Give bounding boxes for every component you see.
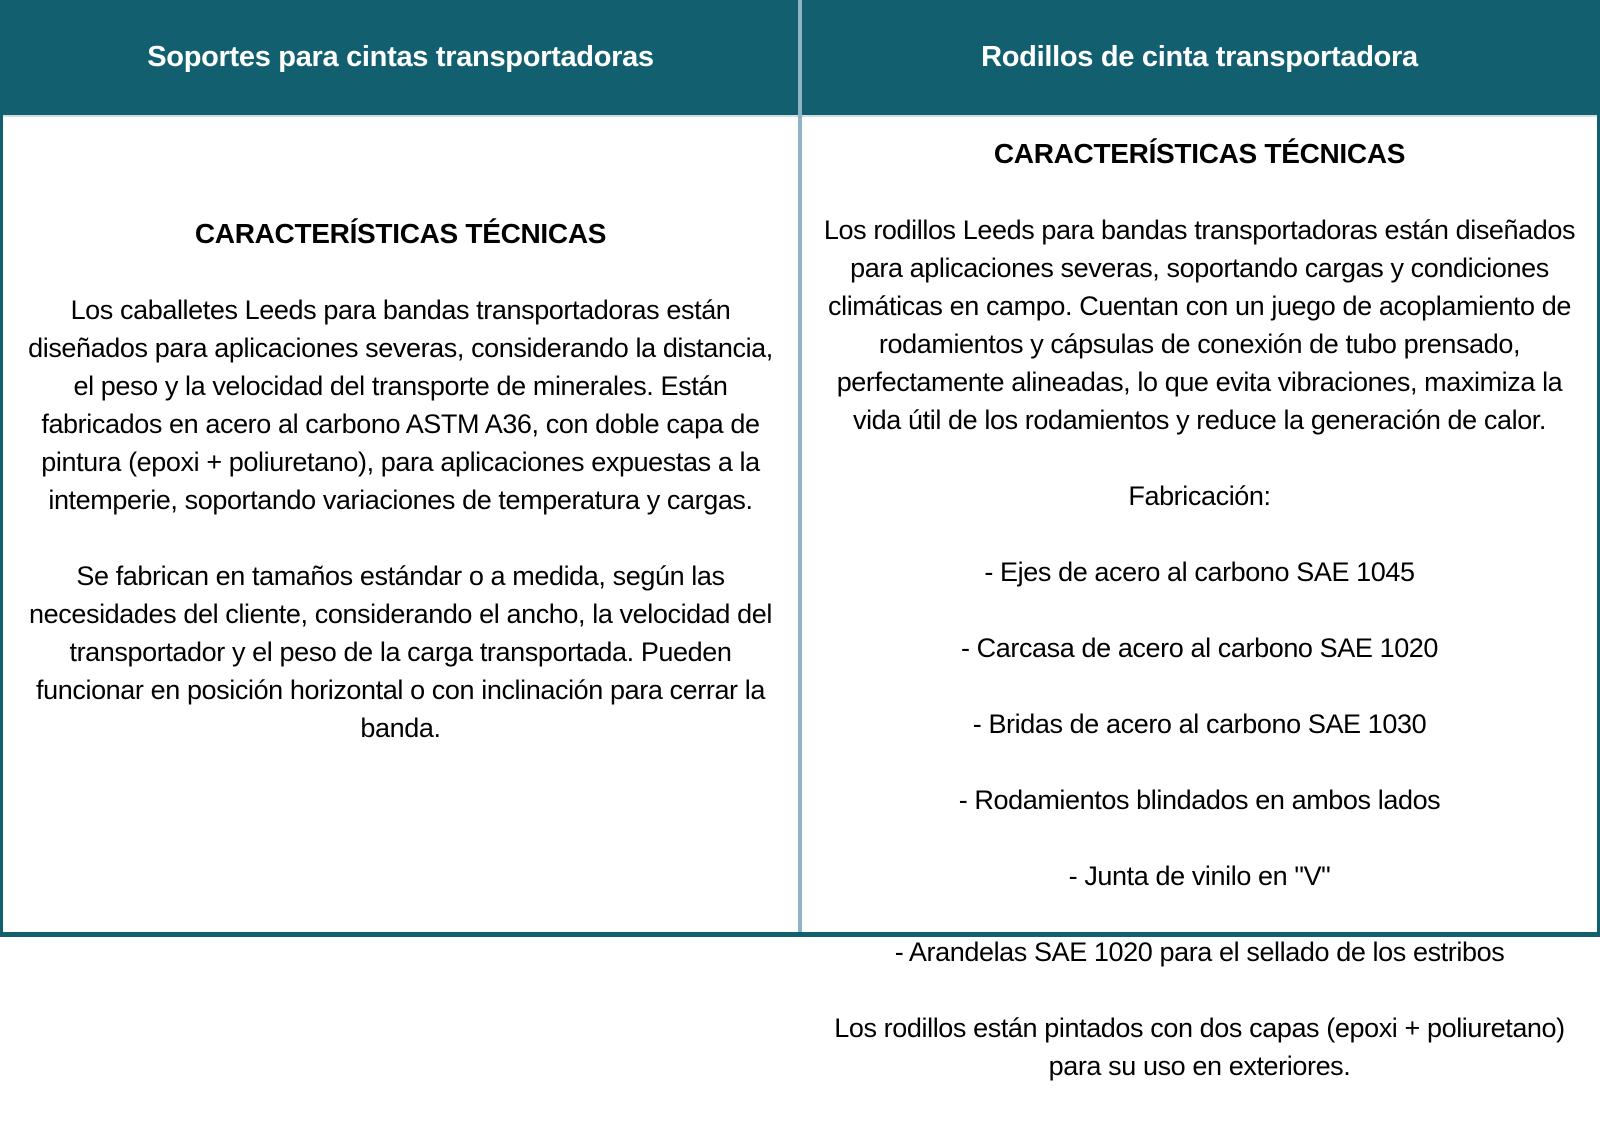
soportes-paragraph-1: Los caballetes Leeds para bandas transportadoras están diseñados para aplicaciones severas, considerando la distancia, el peso y la velocidad del transporte de minerales. Están fabricados en acero al carbono ASTM A36, con doble capa de pintura (epoxi + poliuretano), para aplicaciones expuestas a la intemperie, soportando variaciones de temperatura y cargas. — [28, 295, 773, 515]
column-header-soportes-label: Soportes para cintas transportadoras — [147, 41, 654, 73]
column-rodillos — [802, 0, 1597, 1081]
column-header-rodillos-label: Rodillos de cinta transportadora — [981, 41, 1418, 73]
column-header-soportes — [3, 0, 798, 117]
column-soportes — [3, 0, 798, 932]
section-title-rodillos: CARACTERÍSTICAS TÉCNICAS — [993, 138, 1406, 169]
rodillos-paragraph-1: Los rodillos Leeds para bandas transportadoras están diseñados para aplicaciones severas, soportando cargas y condiciones climáticas en campo. Cuentan con un juego de acoplamiento de rodamientos y cápsulas de conexión de tubo prensado, perfectamente alineadas, lo que evita vibraciones, maximiza la vida útil de los rodamientos y reduce la generación de calor. — [823, 215, 1576, 435]
rodillos-closing-paragraph: Los rodillos están pintados con dos capas (epoxi + poliuretano) para su uso en exteriores. — [834, 1013, 1565, 1081]
soportes-paragraph-2: Se fabrican en tamaños estándar o a medida, según las necesidades del cliente, considerando el ancho, la velocidad del transportador y el peso de la carga transportada. Pueden funcionar en posición horizontal o con inclinación para cerrar la banda. — [29, 561, 772, 743]
fabrication-item: - Bridas de acero al carbono SAE 1030 — [972, 709, 1427, 739]
fabrication-item: - Rodamientos blindados en ambos lados — [958, 785, 1441, 815]
fabrication-item: - Junta de vinilo en "V" — [1068, 861, 1331, 891]
column-body-rodillos — [802, 117, 1597, 1123]
fabrication-item: - Arandelas SAE 1020 para el sellado de los estribos — [894, 937, 1505, 967]
column-body-soportes — [3, 117, 798, 932]
fabrication-item: - Carcasa de acero al carbono SAE 1020 — [960, 633, 1439, 663]
fabrication-list — [816, 477, 1583, 971]
column-header-rodillos — [802, 0, 1597, 117]
section-title-soportes: CARACTERÍSTICAS TÉCNICAS — [194, 218, 607, 249]
fabrication-item: - Ejes de acero al carbono SAE 1045 — [984, 557, 1415, 587]
fabrication-label: Fabricación: — [1128, 481, 1271, 511]
